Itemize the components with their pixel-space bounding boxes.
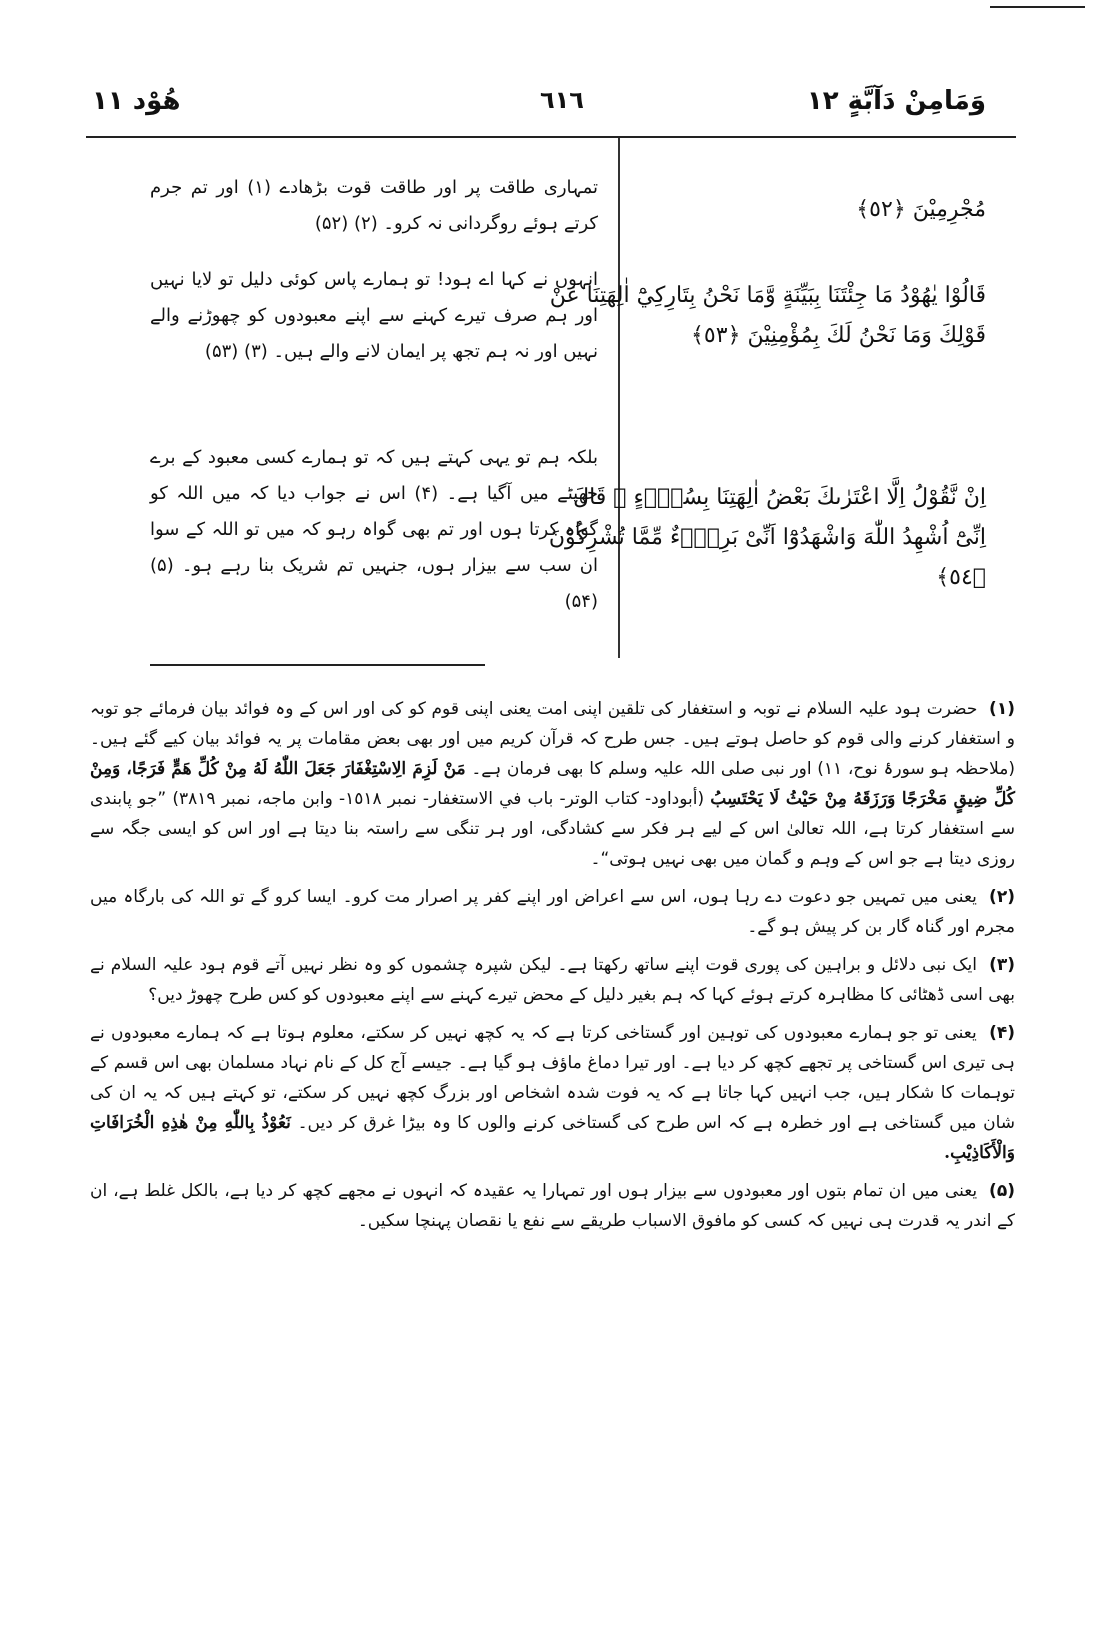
footnote-number: (۲) [989, 887, 1015, 907]
footnote-2 [90, 882, 1015, 942]
arabic-verse-54: اِنْ نَّقُوْلُ اِلَّا اعْتَرٰىكَ بَعْضُ اٰلِهَتِنَا بِسُوْۗءٍ ۭ قَالَ اِنِّىْٓ اُشْهِدُ اللّٰهَ وَاشْهَدُوْٓا اَنِّىْ بَرِيْۗءٌ مِّمَّا تُشْرِكُوْنَ ﴿٥٤﴾ [548, 485, 986, 590]
urdu-translation-53: انہوں نے کہا اے ہود! تو ہمارے پاس کوئی دلیل تو لایا نہیں اور ہم صرف تیرے کہنے سے اپنے معبودوں کو چھوڑنے والے نہیں اور نہ ہم تجھ پر ایمان لانے والے ہیں۔ (۳) (۵۳) [150, 269, 598, 362]
arabic-verse-53: قَالُوْا يٰهُوْدُ مَا جِئْتَنَا بِبَيِّنَةٍ وَّمَا نَحْنُ بِتَارِكِيْٓ اٰلِهَتِنَا عَنْ قَوْلِكَ وَمَا نَحْنُ لَكَ بِمُؤْمِنِيْنَ ﴿٥٣﴾ [549, 283, 986, 348]
footnote-text: یعنی تو جو ہمارے معبودوں کی توہین اور گستاخی کرتا ہے کہ یہ کچھ نہیں کر سکتے، معلوم ہوتا ہے کہ ہمارے معبودوں نے ہی تیری اس گستاخی پر تجھے کچھ کر دیا ہے۔ اور تیرا دماغ ماؤف ہو گیا ہے۔ جیسے آج کل کے نام نہاد مسلمان بھی اس قسم کے توہمات کا شکار ہیں، جب انہیں کہا جاتا ہے کہ یہ فوت شدہ اشخاص اور بزرگ کچھ نہیں کر سکتے، تو کہتے ہیں کہ یہ ان کی شان میں گستاخی ہے اور خطرہ ہے کہ اس طرح کی گستاخی کرنے والوں کا وہ بیڑا غرق کر دیں۔ [90, 1023, 1015, 1133]
footnote-rule [150, 664, 485, 666]
hadith-translation: ”جو پابندی سے استغفار کرتا ہے، اللہ تعالیٰ اس کے لیے ہر فکر سے کشادگی، اور ہر تنگی سے راستہ بنا دیتا ہے اور اس کو ایسی جگہ سے روزی دیتا ہے جو اس کے وہم و گمان میں بھی نہیں ہوتی“۔ [90, 789, 1015, 869]
footnote-number: (۱) [989, 699, 1015, 719]
footnote-text: حضرت ہود علیہ السلام نے توبہ و استغفار کی تلقین اپنی امت یعنی اپنی قوم کو کی اور اس کے وہ فوائد بیان فرمائے جو توبہ و استغفار کرنے والی قوم کو حاصل ہوتے ہیں۔ جس طرح کہ قرآن کریم میں اور بھی بعض مقامات پر یہ فوائد بیان کیے گئے ہیں۔ (ملاحظہ ہو سورۂ نوح، ۱۱) اور نبی صلی اللہ علیہ وسلم کا بھی فرمان ہے۔ [90, 699, 1016, 779]
footnotes [90, 694, 1015, 1244]
top-rule [990, 6, 1085, 8]
hadith-arabic: مَنْ لَزِمَ الِاسْتِغْفَارَ جَعَلَ اللّٰهُ لَهُ مِنْ كُلِّ هَمٍّ فَرَجًا، وَمِنْ كُلِّ ضِيقٍ مَخْرَجًا وَرَزَقَهُ مِنْ حَيْثُ لَا يَحْتَسِبُ [90, 759, 1015, 809]
footnote-number: (۴) [989, 1023, 1016, 1043]
footnote-number: (۳) [989, 955, 1016, 975]
footnote-text: یعنی میں ان تمام بتوں اور معبودوں سے بیزار ہوں اور تمہارا یہ عقیدہ کہ انہوں نے مجھے کچھ کر دیا ہے، بالکل غلط ہے، ان کے اندر یہ قدرت ہی نہیں کہ کسی کو مافوق الاسباب طریقے سے نفع یا نقصان پہنچا سکیں۔ [90, 1181, 1015, 1231]
header-rule [86, 136, 1016, 138]
footnote-4 [90, 1018, 1015, 1168]
arabic-verse-52-end: مُجْرِمِيْنَ ﴿٥٢﴾ [856, 197, 986, 222]
footnote-text: یعنی میں تمہیں جو دعوت دے رہا ہوں، اس سے اعراض اور اپنے کفر پر اصرار مت کرو۔ ایسا کرو گے تو اللہ کی بارگاہ میں مجرم اور گناہ گار بن کر پیش ہو گے۔ [90, 887, 1015, 937]
footnote-number: (۵) [989, 1181, 1015, 1201]
footnote-1 [90, 694, 1015, 874]
surah-title: هُوْد ١١ [92, 86, 181, 116]
page-number: ٦١٦ [540, 86, 584, 114]
urdu-translation-52: تمہاری طاقت پر اور طاقت قوت بڑھادے (۱) اور تم جرم کرتے ہوئے روگردانی نہ کرو۔ (۲) (۵۲) [150, 177, 599, 234]
footnote-arabic-phrase: نَعُوْذُ بِاللّٰهِ مِنْ هٰذِهِ الْخُرَافَاتِ وَالْأَكَاذِيْبِ. [90, 1113, 1015, 1163]
footnote-5 [90, 1176, 1015, 1236]
juz-title: وَمَامِنْ دَآبَّةٍ ١٢ [806, 86, 986, 116]
footnote-3 [90, 950, 1015, 1010]
footnote-text: ایک نبی دلائل و براہین کی پوری قوت اپنے ساتھ رکھتا ہے۔ لیکن شپرہ چشموں کو وہ نظر نہیں آتے قوم ہود علیہ السلام نے بھی اسی ڈھٹائی کا مظاہرہ کرتے ہوئے کہا کہ ہم بغیر دلیل کے محض تیرے کہنے سے اپنے معبودوں کو کس طرح چھوڑ دیں؟ [90, 955, 1015, 1005]
urdu-translation-54: بلکہ ہم تو یہی کہتے ہیں کہ تو ہمارے کسی معبود کے برے جھپٹے میں آگیا ہے۔ (۴) اس نے جواب دیا کہ میں اللہ کو گواہ کرتا ہوں اور تم بھی گواہ رہو کہ میں تو اللہ کے سوا ان سب سے بیزار ہوں، جنہیں تم شریک بنا رہے ہو۔ (۵) (۵۴) [150, 447, 598, 612]
hadith-reference: (أبوداود- كتاب الوتر- باب في الاستغفار- نمبر ١٥١٨- وابن ماجه، نمبر ٣٨١٩) [172, 789, 705, 809]
